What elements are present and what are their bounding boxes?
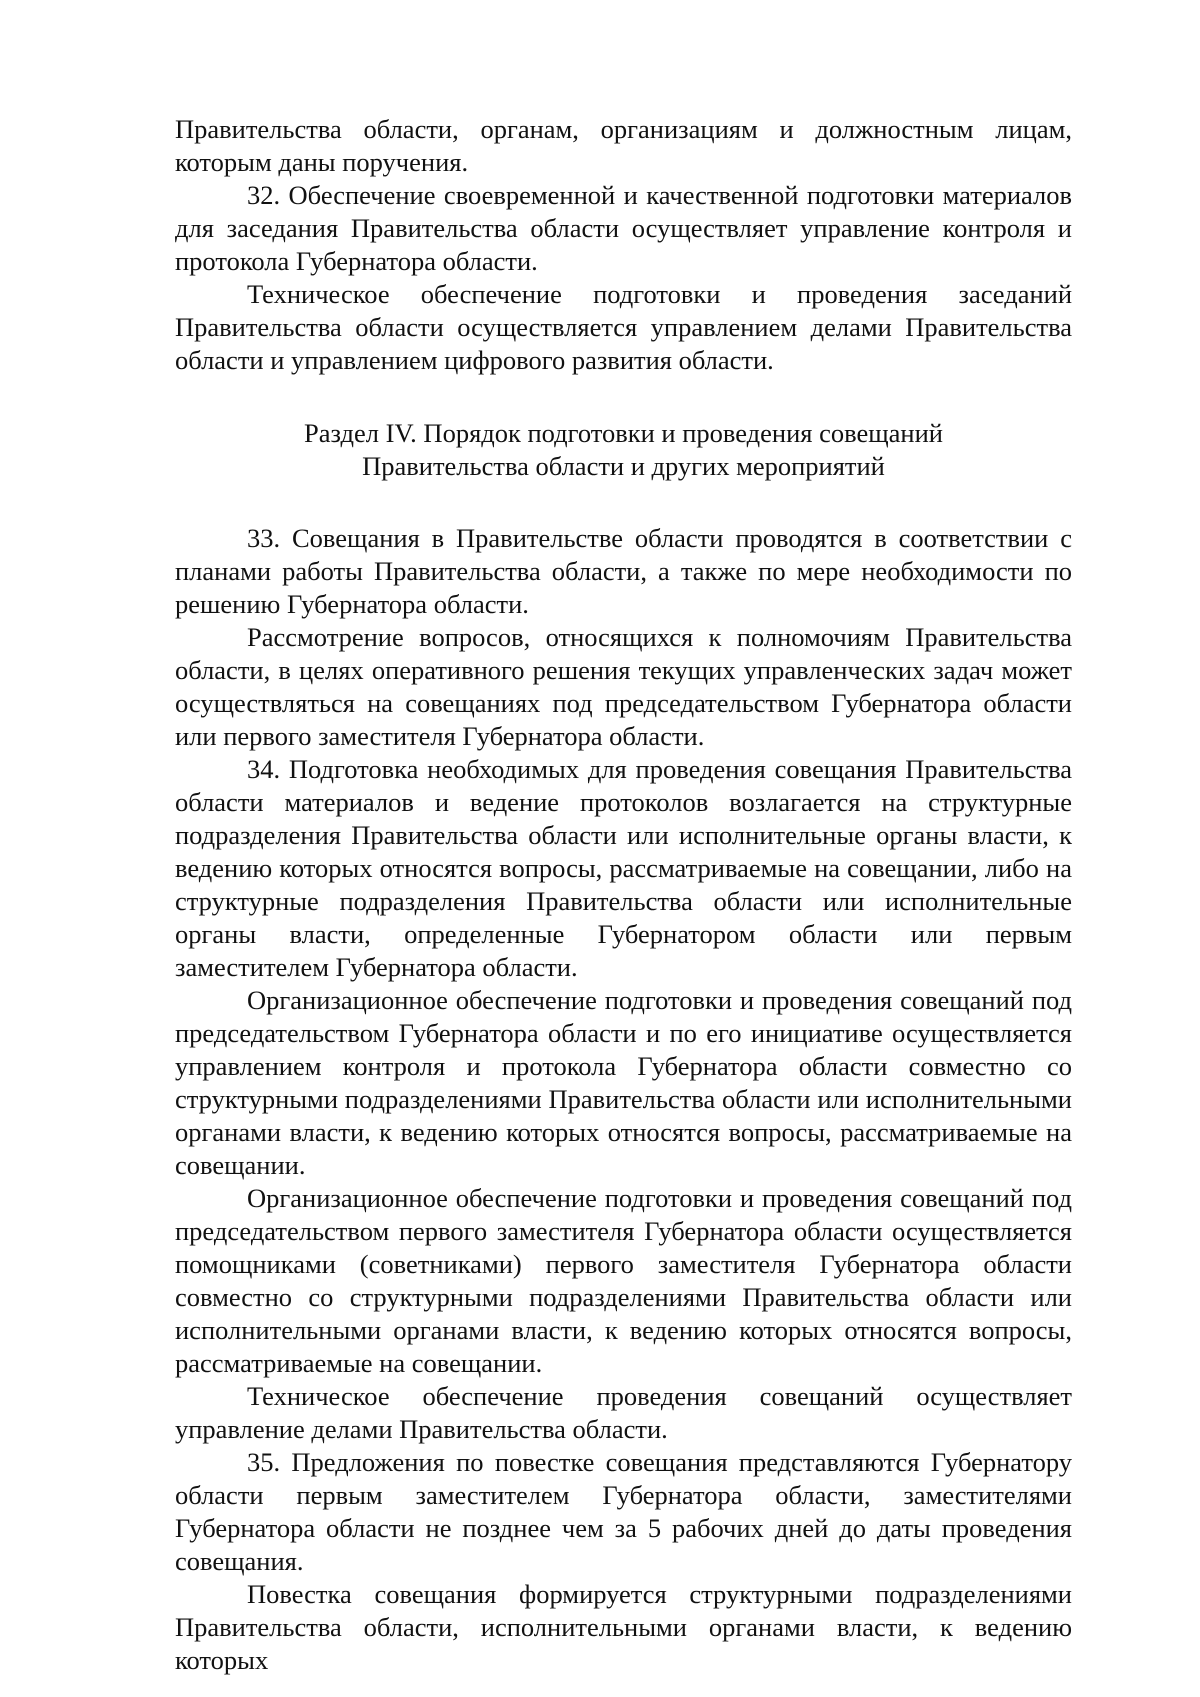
paragraphs-before [175,113,1072,377]
paragraph-32: 32. Обеспечение своевременной и качественной подготовки материалов для заседания Правительства области осуществляет управление контроля и протокола Губернатора области. [175,180,1072,276]
paragraph-34: 34. Подготовка необходимых для проведения совещания Правительства области материалов и ведение протоколов возлагается на структурные подразделения Правительства области или исполнительные органы власти, к ведению которых относятся вопросы, рассматриваемые на совещании, либо на структурные подразделения Правительства области или исполнительные органы власти, определенные Губернатором области или первым заместителем Губернатора области. [175,754,1072,982]
paragraph-agenda-formation: Повестка совещания формируется структурными подразделениями Правительства области, исполнительными органами власти, к ведению которых [175,1579,1072,1675]
paragraph-technical-support-meetings: Техническое обеспечение проведения совещаний осуществляет управление делами Правительства области. [175,1381,1072,1444]
section-heading [175,417,1072,483]
paragraph-org-support-first-deputy: Организационное обеспечение подготовки и проведения совещаний под председательством первого заместителя Губернатора области осуществляется помощниками (советниками) первого заместителя Губернатора области совместно со структурными подразделениями Правительства области или исполнительными органами власти, к ведению которых относятся вопросы, рассматриваемые на совещании. [175,1183,1072,1378]
paragraph-technical-support-sessions: Техническое обеспечение подготовки и проведения заседаний Правительства области осуществляется управлением делами Правительства области и управлением цифрового развития области. [175,279,1072,375]
section-heading-line1: Раздел IV. Порядок подготовки и проведения совещаний [304,418,943,448]
paragraph-org-support-governor: Организационное обеспечение подготовки и проведения совещаний под председательством Губернатора области и по его инициативе осуществляется управлением контроля и протокола Губернатора области совместно со структурными подразделениями Правительства области или исполнительными органами власти, к ведению которых относятся вопросы, рассматриваемые на совещании. [175,985,1072,1180]
paragraph-33: 33. Совещания в Правительстве области проводятся в соответствии с планами работы Правительства области, а также по мере необходимости по решению Губернатора области. [175,523,1072,619]
paragraphs-after [175,522,1072,1677]
section-heading-line2: Правительства области и других мероприятий [362,451,885,481]
paragraph-35: 35. Предложения по повестке совещания представляются Губернатору области первым заместителем Губернатора области, заместителями Губернатора области не позднее чем за 5 рабочих дней до даты проведения совещания. [175,1447,1072,1576]
paragraph-consideration-of-issues: Рассмотрение вопросов, относящихся к полномочиям Правительства области, в целях оперативного решения текущих управленческих задач может осуществляться на совещаниях под председательством Губернатора области или первого заместителя Губернатора области. [175,622,1072,751]
paragraph-continuation: Правительства области, органам, организациям и должностным лицам, которым даны поручения. [175,114,1072,177]
